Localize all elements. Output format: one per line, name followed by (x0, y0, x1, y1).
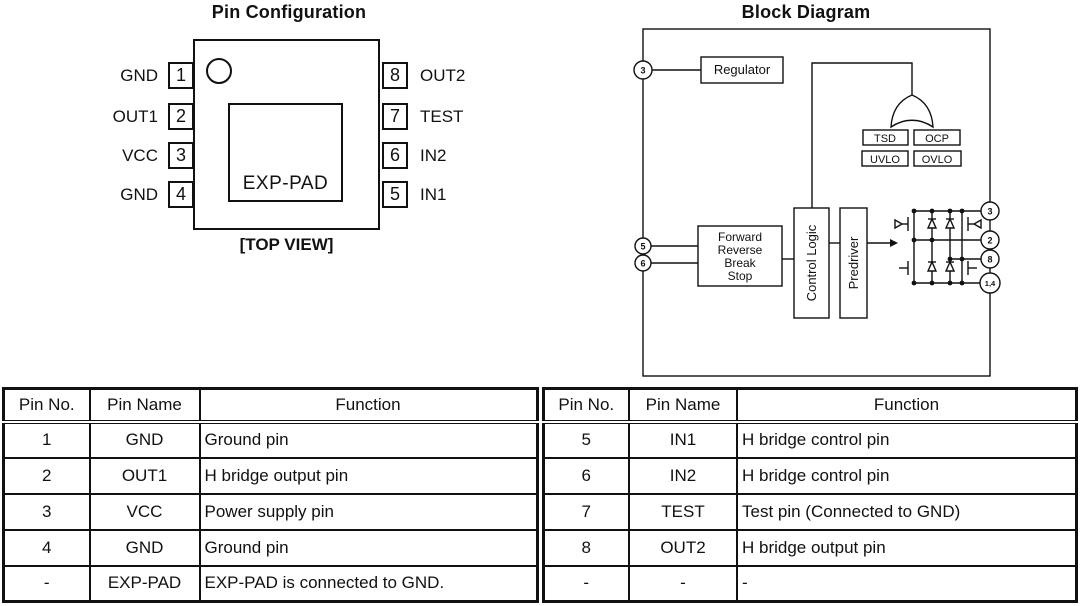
block-diagram-canvas (600, 0, 1080, 385)
control-logic-label: Control Logic (804, 224, 819, 302)
cell-pin-no: 4 (4, 530, 90, 566)
cell-function: EXP-PAD is connected to GND. (200, 566, 538, 602)
junction-dots (912, 209, 965, 286)
cell-function: - (737, 566, 1077, 602)
pin-name-6: IN2 (420, 146, 447, 165)
cell-pin-name: - (629, 566, 737, 602)
col-function: Function (737, 389, 1077, 422)
cell-function: H bridge output pin (200, 458, 538, 494)
cell-function: Test pin (Connected to GND) (737, 494, 1077, 530)
table-row (543, 494, 1077, 530)
table-row (4, 422, 538, 458)
cell-pin-name: EXP-PAD (90, 566, 200, 602)
predriver-label: Predriver (846, 236, 861, 290)
cell-function: H bridge control pin (737, 422, 1077, 458)
cell-pin-name: IN1 (629, 422, 737, 458)
col-pin-name: Pin Name (629, 389, 737, 422)
cell-function: Ground pin (200, 530, 538, 566)
node-out2-label: 8 (987, 254, 993, 265)
ocp-label: OCP (925, 133, 949, 145)
cell-pin-no: 6 (543, 458, 629, 494)
top-view-label: [TOP VIEW] (239, 235, 334, 254)
node-pin6-label: 6 (640, 258, 646, 269)
col-function: Function (200, 389, 538, 422)
cell-function: H bridge control pin (737, 458, 1077, 494)
pin-box-3: 3 (168, 142, 194, 169)
pin-name-2: OUT1 (112, 107, 158, 126)
pin-box-4: 4 (168, 181, 194, 208)
cell-pin-no: - (543, 566, 629, 602)
table-row (4, 566, 538, 602)
pin-table-right (542, 387, 1079, 603)
or-gate (891, 95, 933, 127)
pin-box-7: 7 (382, 103, 408, 130)
pin-box-1: 1 (168, 62, 194, 89)
node-pin3-label: 3 (640, 65, 646, 76)
cell-pin-no: - (4, 566, 90, 602)
pin-function-tables (2, 387, 1078, 603)
table-header-row (543, 389, 1077, 422)
pin-box-5: 5 (382, 181, 408, 208)
wire-protection-to-logic (812, 63, 912, 208)
cell-pin-name: OUT1 (90, 458, 200, 494)
col-pin-name: Pin Name (90, 389, 200, 422)
mode-line-reverse: Reverse (717, 243, 763, 257)
exp-pad-label: EXP-PAD (242, 173, 329, 194)
pin-name-7: TEST (420, 107, 464, 126)
col-pin-no: Pin No. (4, 389, 90, 422)
pin-box-6: 6 (382, 142, 408, 169)
mode-line-stop: Stop (727, 269, 753, 283)
cell-pin-no: 1 (4, 422, 90, 458)
cell-pin-name: GND (90, 530, 200, 566)
ovlo-label: OVLO (921, 154, 953, 166)
cell-pin-no: 2 (4, 458, 90, 494)
node-out1-label: 2 (987, 235, 993, 246)
pin-name-1: GND (120, 66, 158, 85)
cell-function: Ground pin (200, 422, 538, 458)
cell-pin-no: 3 (4, 494, 90, 530)
exp-pad-area (228, 103, 343, 202)
pin1-index-circle (206, 58, 232, 84)
cell-pin-no: 7 (543, 494, 629, 530)
col-pin-no: Pin No. (543, 389, 629, 422)
cell-function: H bridge output pin (737, 530, 1077, 566)
fet-gates (895, 217, 981, 275)
pin-table-left (2, 387, 539, 603)
block-diagram-title: Block Diagram (741, 2, 871, 22)
pin-name-8: OUT2 (420, 66, 466, 85)
table-header-row (4, 389, 538, 422)
table-row (4, 530, 538, 566)
table-row (543, 566, 1077, 602)
cell-pin-no: 5 (543, 422, 629, 458)
table-row (4, 494, 538, 530)
h-bridge (895, 209, 981, 286)
table-row (543, 530, 1077, 566)
mode-line-break: Break (724, 256, 756, 270)
cell-pin-name: OUT2 (629, 530, 737, 566)
tsd-label: TSD (874, 133, 896, 145)
arrowhead (890, 239, 898, 247)
node-pin5-label: 5 (640, 241, 646, 252)
mode-line-forward: Forward (717, 230, 763, 244)
pin-name-3: VCC (122, 146, 158, 165)
pin-configuration-title: Pin Configuration (211, 2, 367, 22)
pin-box-2: 2 (168, 103, 194, 130)
cell-pin-no: 8 (543, 530, 629, 566)
pin-name-5: IN1 (420, 185, 447, 204)
node-gnd-label: 1,4 (984, 279, 996, 288)
table-row (543, 422, 1077, 458)
pin-name-4: GND (120, 185, 158, 204)
right-pin-nodes (980, 202, 1000, 293)
table-row (4, 458, 538, 494)
cell-pin-name: TEST (629, 494, 737, 530)
uvlo-label: UVLO (870, 154, 900, 166)
node-out-vcc-label: 3 (987, 206, 993, 217)
block-diagram-border (643, 29, 993, 376)
cell-function: Power supply pin (200, 494, 538, 530)
regulator-label: Regulator (713, 62, 771, 77)
cell-pin-name: VCC (90, 494, 200, 530)
table-row (543, 458, 1077, 494)
cell-pin-name: GND (90, 422, 200, 458)
cell-pin-name: IN2 (629, 458, 737, 494)
pin-box-8: 8 (382, 62, 408, 89)
